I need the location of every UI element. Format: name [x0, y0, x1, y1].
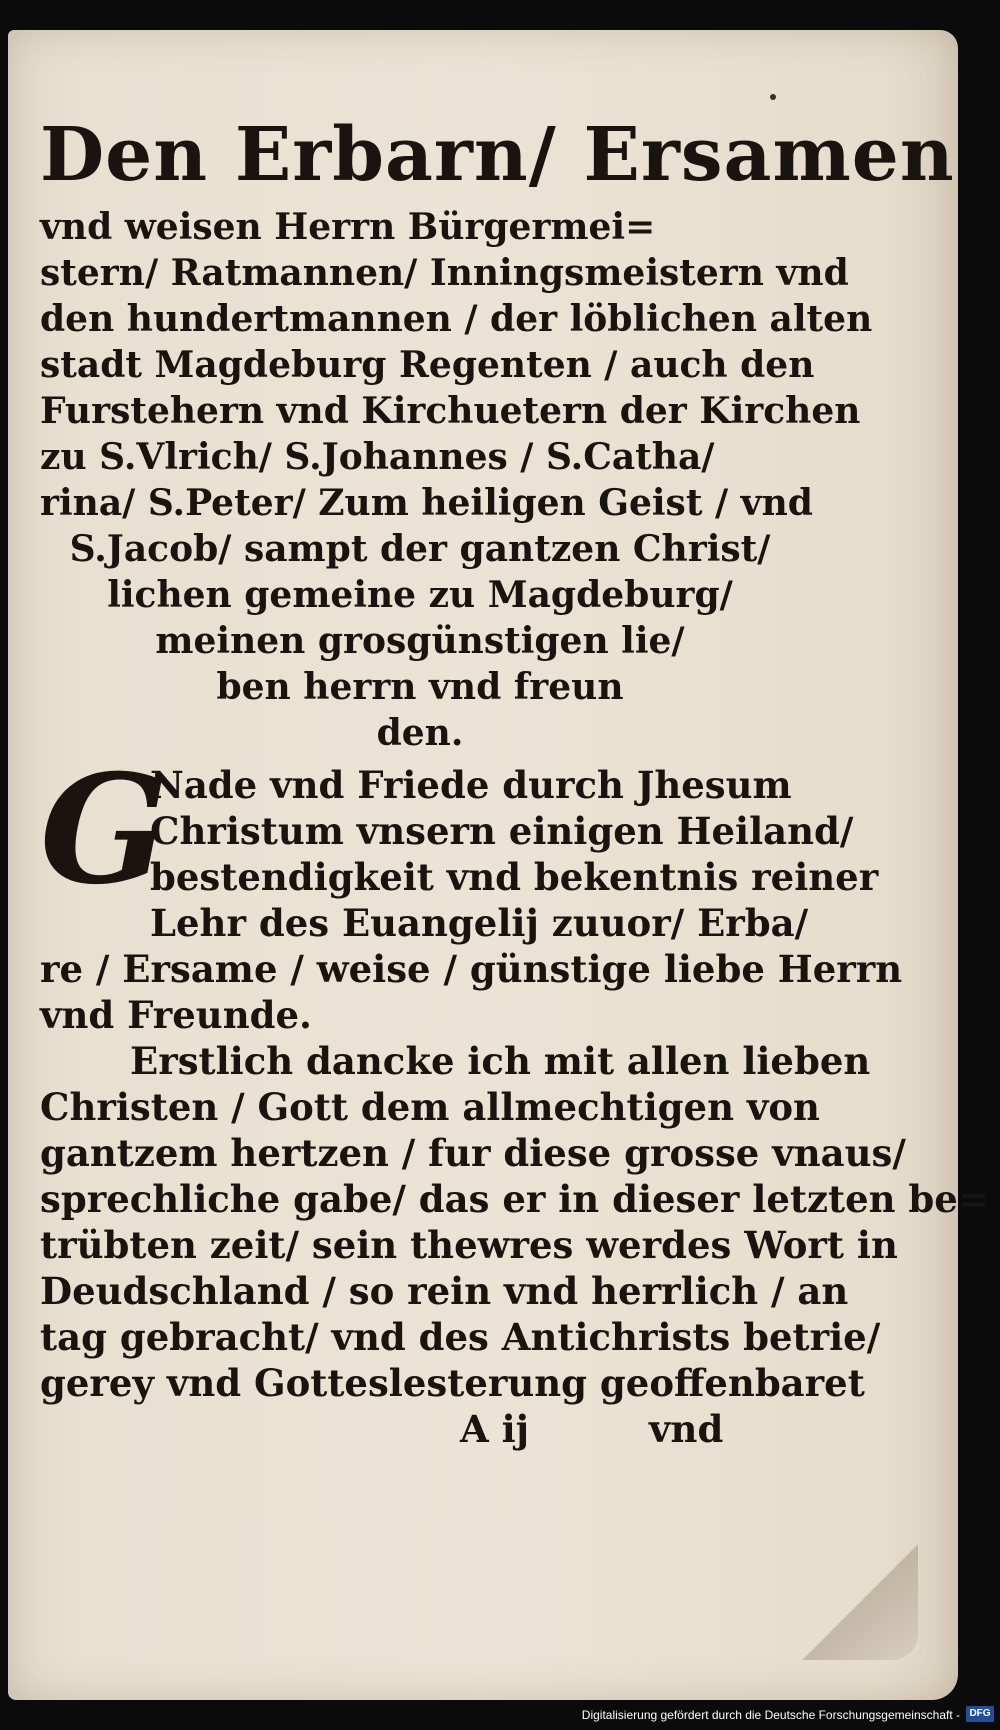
- dropcap-line: Nade vnd Friede durch Jhesum: [150, 763, 792, 807]
- address-line-centered: lichen gemeine zu Magdeburg/: [107, 574, 733, 616]
- body-line: tag gebracht/ vnd des Antichrists betrie/: [40, 1315, 881, 1359]
- page-foot: [40, 1406, 800, 1452]
- address-line: vnd weisen Herrn Bürgermei=: [40, 206, 656, 248]
- footer-bar: [0, 1700, 1000, 1730]
- address-line: den hundertmannen / der löblichen alten: [40, 298, 873, 340]
- dropcap-line: Christum vnsern einigen Heiland/: [150, 809, 854, 853]
- body-line: vnd Freunde.: [40, 993, 312, 1037]
- body-line: gantzem hertzen / fur diese grosse vnaus/: [40, 1131, 906, 1175]
- dropcap-line: Lehr des Euangelij zuuor/ Erba/: [150, 901, 809, 945]
- address-block: [40, 204, 873, 756]
- dfg-logo: DFG: [966, 1706, 994, 1722]
- page-heading: Den Erbarn/ Ersamen: [40, 112, 955, 198]
- address-line: stadt Magdeburg Regenten / auch den: [40, 344, 815, 386]
- address-line-centered: meinen grosgünstigen lie/: [155, 620, 685, 662]
- dropcap-line: bestendigkeit vnd bekentnis reiner: [150, 855, 879, 899]
- body-line: re / Ersame / weise / günstige liebe Herrn: [40, 947, 903, 991]
- body-line: trübten zeit/ sein thewres werdes Wort in: [40, 1223, 898, 1267]
- funding-notice: Digitalisierung gefördert durch die Deutsche Forschungsgemeinschaft -: [581, 1708, 960, 1722]
- address-line: stern/ Ratmannen/ Inningsmeistern vnd: [40, 252, 849, 294]
- decorated-initial: [40, 742, 170, 918]
- body-line: Erstlich dancke ich mit allen lieben: [130, 1039, 871, 1083]
- address-line-centered: S.Jacob/ sampt der gantzen Christ/: [69, 528, 771, 570]
- page-corner-fold: [798, 1520, 918, 1660]
- address-line: rina/ S.Peter/ Zum heiligen Geist / vnd: [40, 482, 813, 524]
- catchword: vnd: [649, 1407, 724, 1451]
- address-line-centered: den.: [376, 712, 464, 754]
- body-line: Christen / Gott dem allmechtigen von: [40, 1085, 820, 1129]
- initial-letter: G: [40, 742, 169, 918]
- address-line-centered: ben herrn vnd freun: [216, 666, 624, 708]
- ink-spot: [770, 94, 776, 100]
- body-line: Deudschland / so rein vnd herrlich / an: [40, 1269, 849, 1313]
- address-line: Furstehern vnd Kirchuetern der Kirchen: [40, 390, 861, 432]
- body-line: sprechliche gabe/ das er in dieser letzten be=: [40, 1177, 989, 1221]
- signature-mark: A ij: [460, 1407, 530, 1451]
- body-line: gerey vnd Gotteslesterung geoffenbaret: [40, 1361, 865, 1405]
- address-line: zu S.Vlrich/ S.Johannes / S.Catha/: [40, 436, 715, 478]
